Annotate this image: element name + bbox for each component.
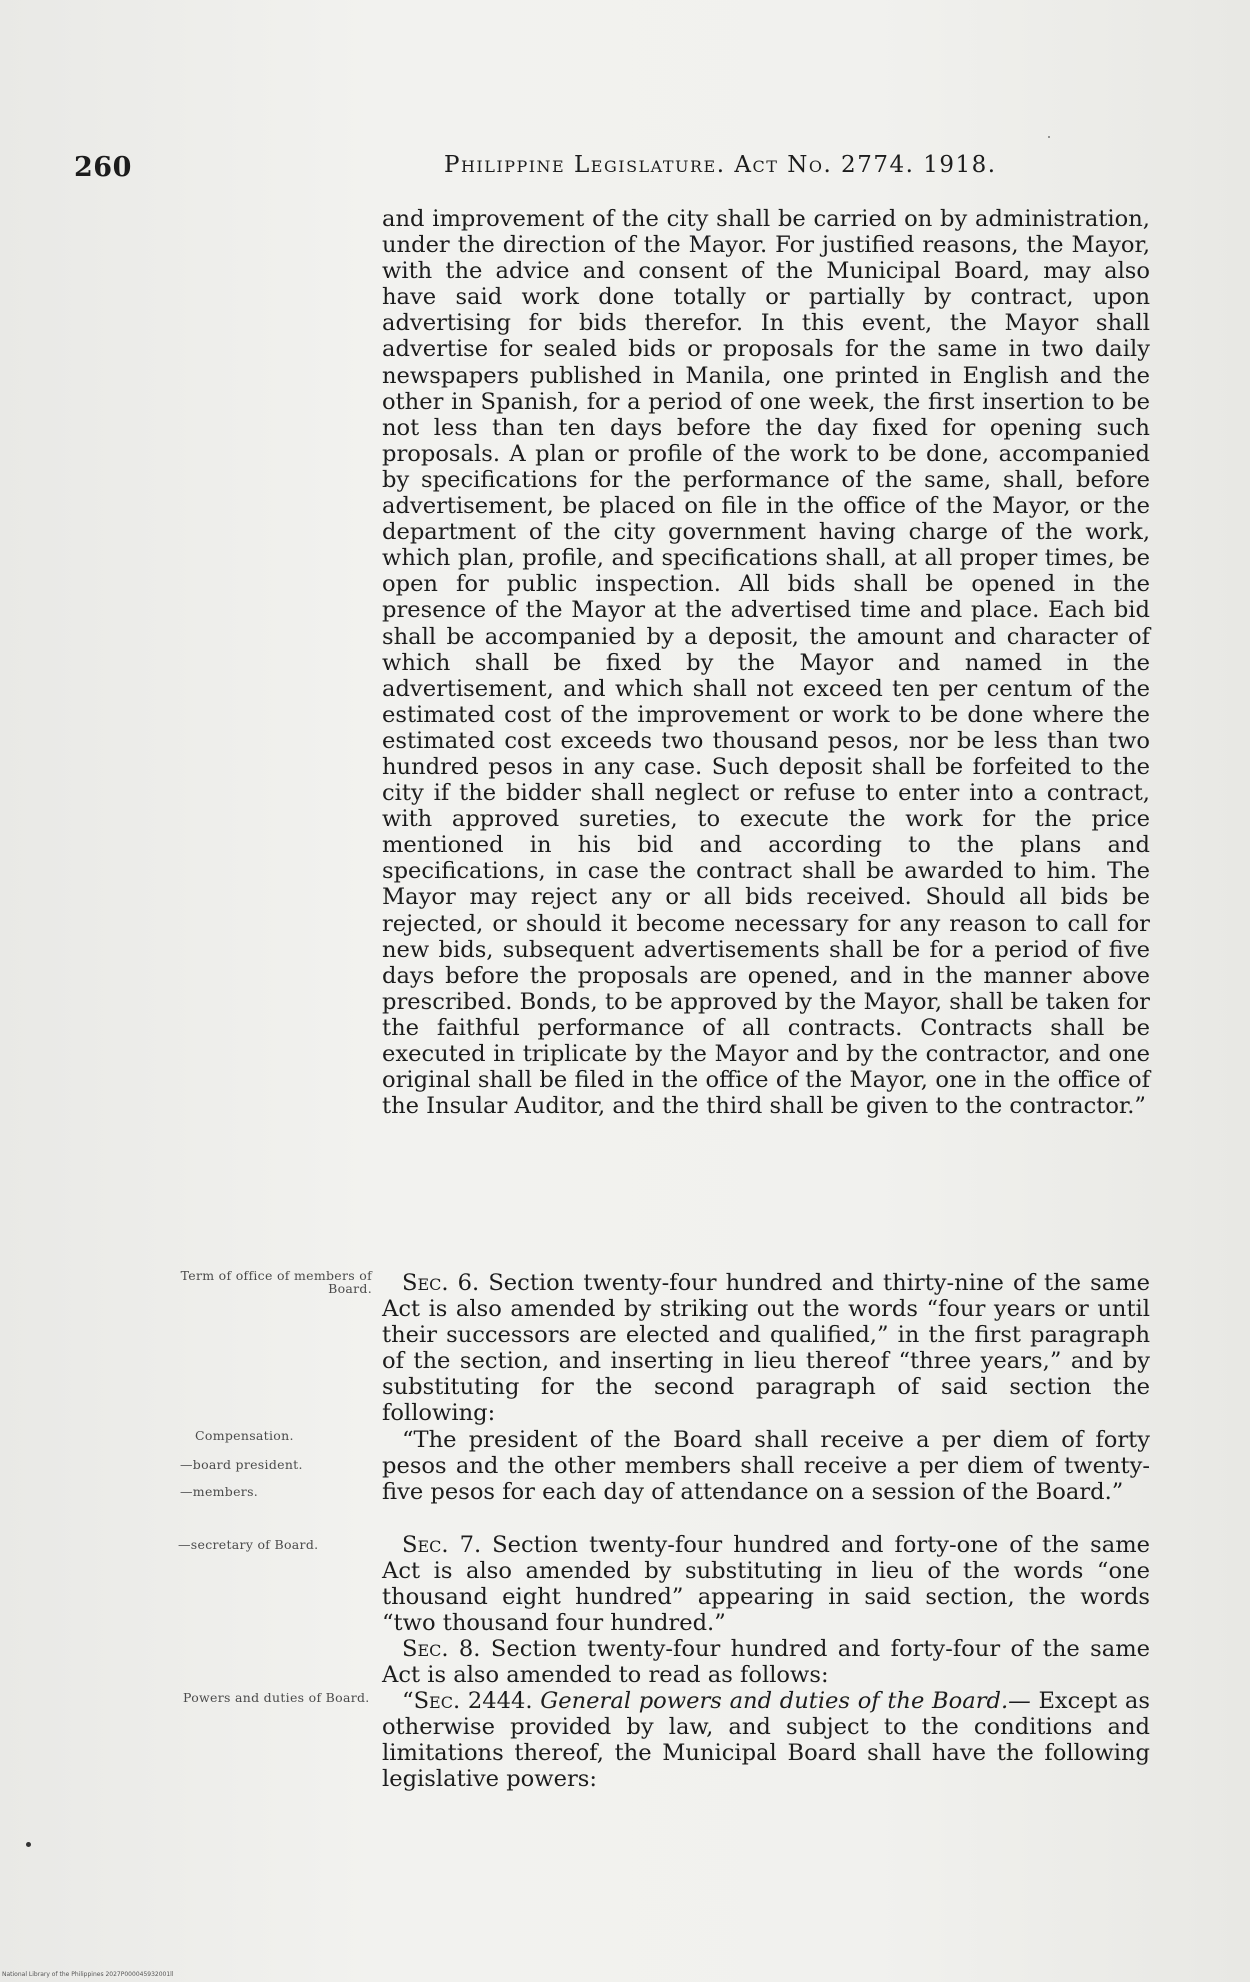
page-number: 260 [74, 152, 132, 183]
section-7-label: Sec. 7. [402, 1532, 482, 1558]
section-8 [382, 1636, 1150, 1793]
section-6 [382, 1270, 1150, 1505]
scan-credit: National Library of the Philippines 2027P000045932001ll [2, 1971, 174, 1978]
section-2444-heading: General powers and duties of the Board.— [540, 1688, 1031, 1715]
section-8-quote-open: “ [402, 1688, 414, 1715]
section-8-text: Section twenty-four hundred and forty-four of the same Act is also amended to read as follows: [382, 1636, 1151, 1689]
section-8-quote [382, 1688, 1150, 1792]
section-6-quote: “The president of the Board shall receive a per diem of forty pesos and the other members shall receive a per diem of twenty-five pesos for each day of attendance on a session of the Board.” [382, 1426, 1150, 1505]
margin-note-powers-duties: Powers and duties of Board. [183, 1690, 370, 1705]
running-head: Philippine Legislature. Act No. 2774. 1918. [444, 152, 997, 178]
page-header [0, 152, 1250, 192]
margin-note-board-president: —board president. [180, 1457, 303, 1472]
section-6-label: Sec. 6. [402, 1270, 480, 1296]
continuation-paragraph: and improvement of the city shall be carried on by administration, under the direction of the Mayor. For justified reasons, the Mayor, with the advice and consent of the Municipal Board, may also have said work done totally or partially by contract, upon advertising for bids therefor. In this event, the Mayor shall advertise for sealed bids or proposals for the same in two daily newspapers published in Manila, one printed in English and the other in Spanish, for a period of one week, the first insertion to be not less than ten days before the day fixed for opening such proposals. A plan or profile of the work to be done, accompanied by specifications for the performance of the same, shall, before advertisement, be placed on file in the office of the Mayor, or the department of the city government having charge of the work, which plan, profile, and specifications shall, at all proper times, be open for public inspection. All bids shall be opened in the presence of the Mayor at the advertised time and place. Each bid shall be accompanied by a deposit, the amount and character of which shall be fixed by the Mayor and named in the advertisement, and which shall not exceed ten per centum of the estimated cost of the improvement or work to be done where the estimated cost exceeds two thousand pesos, nor be less than two hundred pesos in any case. Such deposit shall be forfeited to the city if the bidder shall neglect or refuse to enter into a contract, with approved sureties, to execute the work for the price mentioned in his bid and according to the plans and specifications, in case the contract shall be awarded to him. The Mayor may reject any or all bids received. Should all bids be rejected, or should it become necessary for any reason to call for new bids, subsequent advertisements shall be for a period of five days before the proposals are opened, and in the manner above prescribed. Bonds, to be approved by the Mayor, shall be taken for the faithful performance of all contracts. Contracts shall be executed in triplicate by the Mayor and by the contractor, and one original shall be filed in the office of the Mayor, one in the office of the Insular Auditor, and the third shall be given to the contractor.” [382, 206, 1150, 1120]
margin-note-term-of-office: Term of office of members of Board. [180, 1268, 372, 1296]
margin-note-secretary: —secretary of Board. [178, 1537, 319, 1552]
section-7 [382, 1532, 1150, 1636]
section-8-paragraph [382, 1636, 1150, 1688]
section-7-paragraph [382, 1532, 1150, 1636]
scan-speck [26, 1842, 31, 1847]
section-7-text: Section twenty-four hundred and forty-one of the same Act is also amended by substituting in lieu of the words “one thousand eight hundred” appearing in said section, the words “two thousand four hundred.” [382, 1532, 1151, 1637]
margin-note-compensation: Compensation. [195, 1428, 294, 1443]
section-2444-text: Except as otherwise provided by law, and subject to the conditions and limitations thereof, the Municipal Board shall have the following legislative powers: [382, 1688, 1150, 1793]
margin-note-members: —members. [180, 1484, 259, 1499]
section-2444-label: Sec. 2444. [413, 1688, 533, 1715]
section-6-text: Section twenty-four hundred and thirty-nine of the same Act is also amended by striking out the words “four years or until their successors are elected and qualified,” in the first paragraph of the section, and inserting in lieu thereof “three years,” and by substituting for the second paragraph of said section the following: [382, 1270, 1150, 1427]
section-6-paragraph [382, 1270, 1150, 1427]
scan-speck [1048, 136, 1050, 138]
section-8-label: Sec. 8. [402, 1636, 481, 1662]
body-continuation [382, 206, 1150, 1119]
